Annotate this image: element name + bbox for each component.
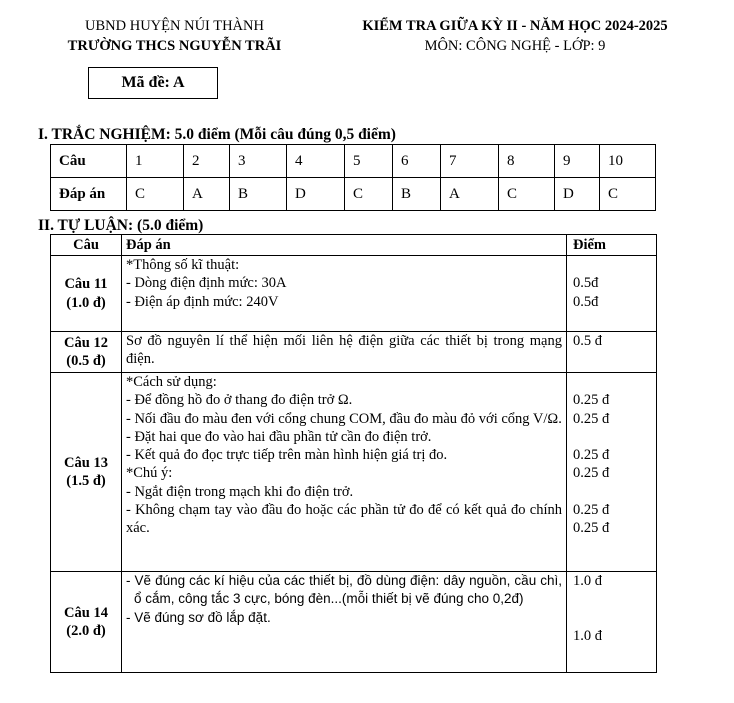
- answer-content: [122, 256, 567, 332]
- answer-line: - Kết quả đo đọc trực tiếp trên màn hình hiện giá trị đo.: [126, 447, 448, 464]
- question-points: (2.0 đ): [66, 623, 106, 639]
- org-name: UBND HUYỆN NÚI THÀNH: [85, 18, 264, 34]
- question-number: 9: [555, 145, 600, 178]
- answer-line: - Dòng điện định mức: 30A: [126, 275, 287, 292]
- point-value: 0.25 đ: [573, 502, 610, 519]
- answer-value: C: [345, 178, 393, 211]
- question-number: Câu 12: [64, 334, 108, 351]
- question-number: Câu 13: [64, 454, 108, 471]
- answer-line: - Để đồng hồ đo ở thang đo điện trở Ω.: [126, 392, 353, 409]
- answer-line: *Cách sử dụng:: [126, 374, 217, 390]
- answer-line: *Chú ý:: [126, 465, 173, 482]
- question-number: 10: [600, 145, 656, 178]
- answer-value: D: [287, 178, 345, 211]
- points-content: [567, 332, 657, 373]
- point-value: 0.25 đ: [573, 447, 610, 464]
- exam-title: KIỂM TRA GIỮA KỲ II - NĂM HỌC 2024-2025: [362, 18, 668, 34]
- point-value: 0.5đ: [573, 275, 599, 292]
- point-value: 1.0 đ: [573, 627, 602, 644]
- essay-row-q11: [51, 256, 657, 332]
- answer-content: [122, 373, 567, 572]
- answer-content: [122, 572, 567, 673]
- essay-row-q12: [51, 332, 657, 373]
- question-label: [51, 256, 122, 332]
- question-number: 1: [127, 145, 184, 178]
- answer-row: [51, 178, 656, 211]
- question-number: 6: [393, 145, 441, 178]
- answer-line: - Nối đầu đo màu đen với cổng chung COM, đầu đo màu đỏ với cổng V/Ω.: [126, 410, 562, 427]
- answer-value: B: [393, 178, 441, 211]
- essay-row-q13: [51, 373, 657, 572]
- answer-line: Sơ đồ nguyên lí thể hiện mối liên hệ điện giữa các thiết bị trong mạng điện.: [126, 333, 562, 368]
- essay-row-q14: [51, 572, 657, 673]
- point-value: 0.25 đ: [573, 520, 610, 537]
- answer-line: - Không chạm tay vào đầu đo hoặc các phần tử đo để có kết quả đo chính xác.: [126, 502, 562, 537]
- question-label: [51, 572, 122, 673]
- question-number: 2: [184, 145, 230, 178]
- answer-row-label: Đáp án: [51, 178, 127, 211]
- point-value: 0.25 đ: [573, 465, 610, 482]
- essay-header-row: [51, 235, 657, 256]
- answer-line: - Vẽ đúng sơ đồ lắp đặt.: [126, 609, 271, 625]
- question-label: [51, 332, 122, 373]
- answer-line: - Đặt hai que đo vào hai đầu phần tử cần đo điện trở.: [126, 428, 432, 445]
- question-number: 7: [441, 145, 499, 178]
- point-value: 0.5đ: [573, 293, 599, 310]
- multiple-choice-table: [50, 144, 656, 211]
- answer-value: D: [555, 178, 600, 211]
- answer-line: - Vẽ đúng các kí hiệu của các thiết bị, đồ dùng điện: dây nguồn, cầu chì, ổ cắm, công tắc 3 cực, bóng đèn...(mỗi thiết bị vẽ đúng cho 0,2đ): [126, 573, 562, 607]
- question-points: (0.5 đ): [66, 353, 106, 369]
- answer-value: C: [127, 178, 184, 211]
- col-question-header: Câu: [51, 235, 122, 256]
- question-row-label: Câu: [51, 145, 127, 178]
- answer-line: *Thông số kĩ thuật:: [126, 257, 240, 273]
- question-number: Câu 14: [64, 604, 108, 621]
- question-label: [51, 373, 122, 572]
- question-points: (1.0 đ): [66, 294, 106, 311]
- answer-value: B: [230, 178, 287, 211]
- point-value: 0.5 đ: [573, 333, 602, 349]
- answer-value: A: [184, 178, 230, 211]
- point-value: 0.25 đ: [573, 392, 610, 409]
- answer-value: C: [499, 178, 555, 211]
- part2-title: II. TỰ LUẬN: (5.0 điểm): [38, 217, 204, 234]
- points-content: [567, 256, 657, 332]
- school-name: TRƯỜNG THCS NGUYỄN TRÃI: [67, 38, 282, 54]
- col-answer-header: Đáp án: [122, 235, 567, 256]
- question-number: 8: [499, 145, 555, 178]
- question-number: 3: [230, 145, 287, 178]
- question-number: 5: [345, 145, 393, 178]
- col-points-header: Điểm: [567, 235, 657, 256]
- question-number: Câu 11: [64, 276, 108, 293]
- header-left: [52, 16, 297, 56]
- question-points: (1.5 đ): [66, 473, 106, 489]
- answer-content: [122, 332, 567, 373]
- exam-code-box: Mã đề: A: [88, 67, 218, 99]
- points-content: [567, 373, 657, 572]
- answer-line: - Điện áp định mức: 240V: [126, 293, 279, 310]
- question-number: 4: [287, 145, 345, 178]
- point-value: 0.25 đ: [573, 410, 610, 427]
- question-row: [51, 145, 656, 178]
- answer-line: - Ngắt điện trong mạch khi đo điện trở.: [126, 483, 354, 500]
- header-right: [335, 16, 695, 56]
- essay-answer-table: [50, 234, 657, 673]
- point-value: 1.0 đ: [573, 573, 602, 589]
- points-content: [567, 572, 657, 673]
- subject-line: MÔN: CÔNG NGHỆ - LỚP: 9: [424, 38, 606, 54]
- answer-value: C: [600, 178, 656, 211]
- part1-title: I. TRẮC NGHIỆM: 5.0 điểm (Mỗi câu đúng 0,5 điểm): [38, 126, 396, 143]
- answer-value: A: [441, 178, 499, 211]
